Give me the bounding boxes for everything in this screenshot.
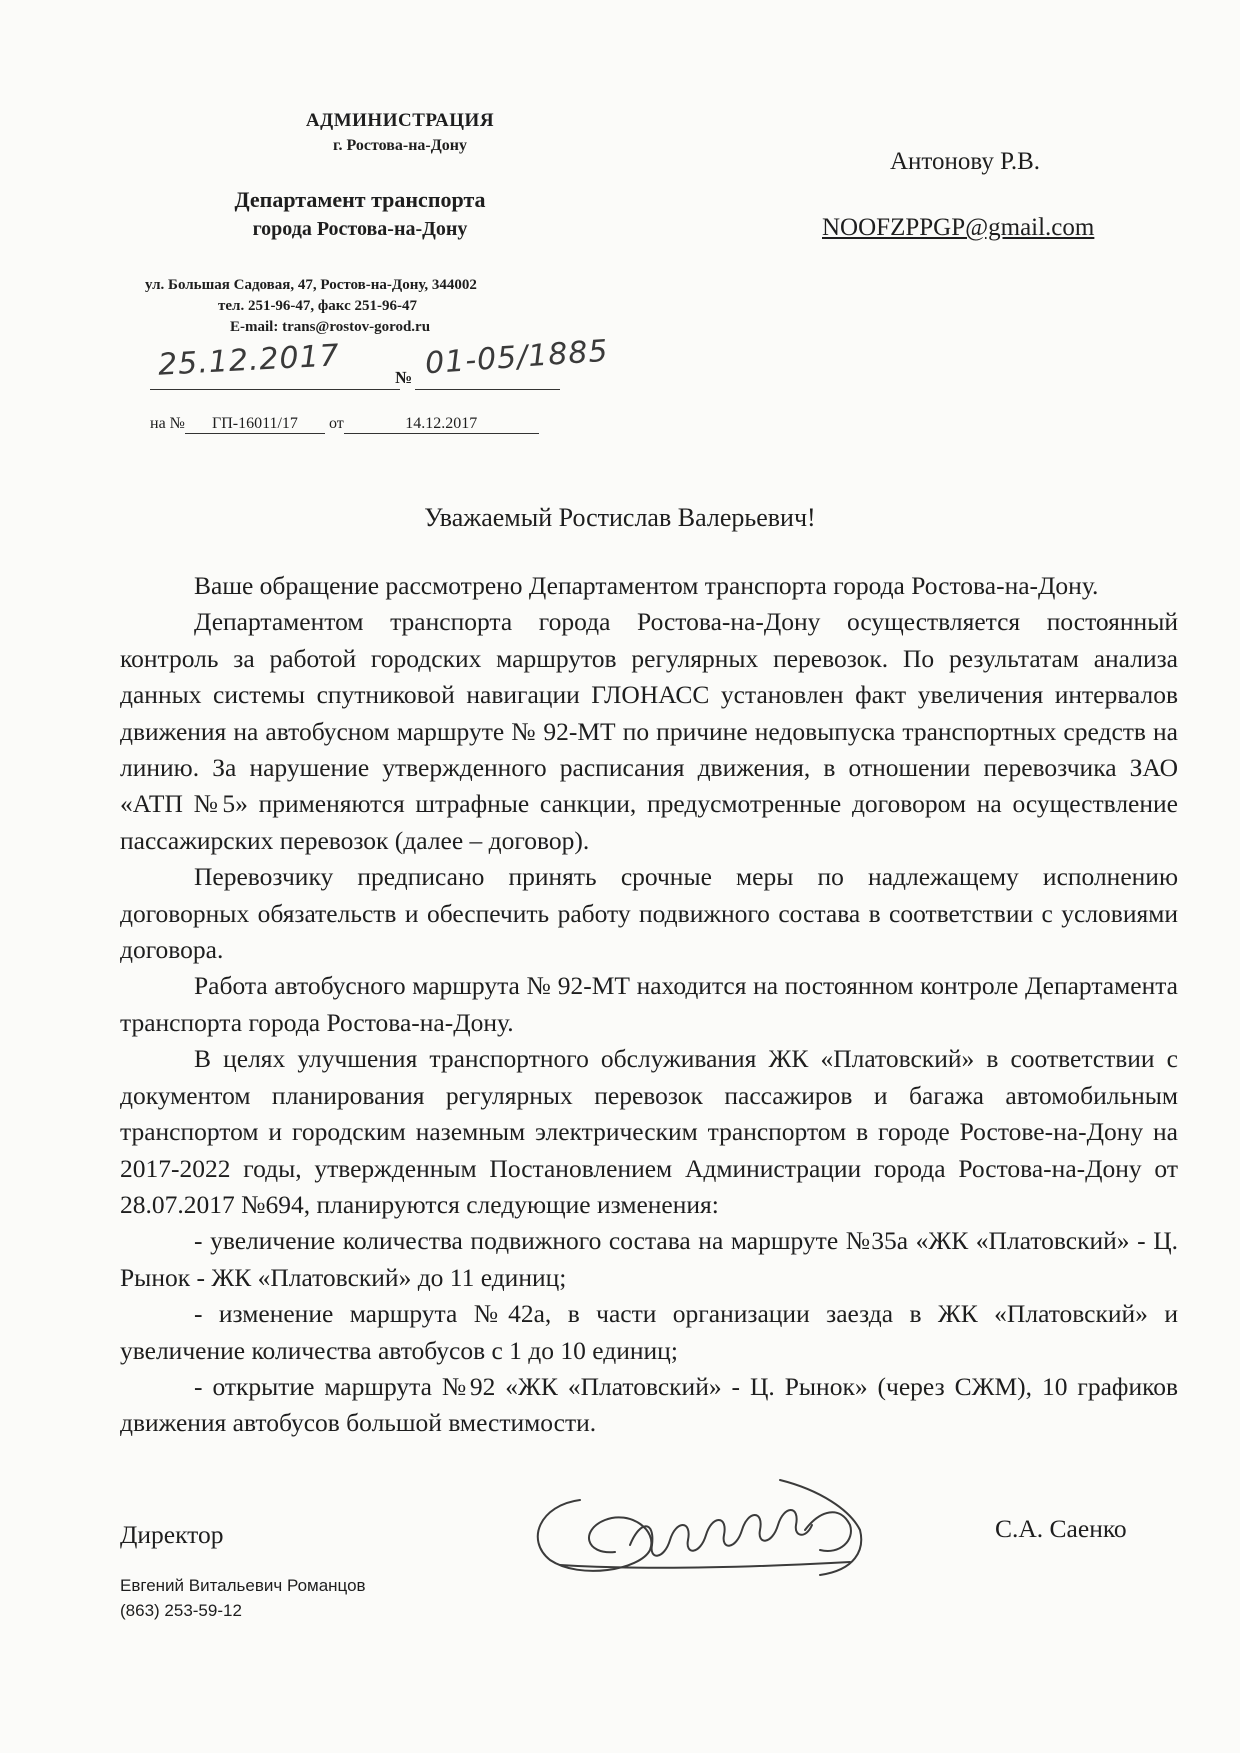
salutation: Уважаемый Ростислав Валерьевич! <box>424 503 816 532</box>
letterhead-admin: АДМИНИСТРАЦИЯ <box>305 110 495 131</box>
reference-date: 14.12.2017 <box>344 415 539 434</box>
registration-date-line <box>150 389 400 390</box>
executor-name: Евгений Витальевич Романцов <box>120 1576 366 1595</box>
letterhead-phone: тел. 251-96-47, факс 251-96-47 <box>218 298 417 314</box>
reference-prefix: на № <box>150 415 185 432</box>
letterhead-address: ул. Большая Садовая, 47, Ростов-на-Дону, 344002 <box>145 277 477 293</box>
registration-number-line <box>415 389 560 390</box>
letterhead-email: E-mail: trans@rostov-gorod.ru <box>230 319 431 335</box>
letterhead-department: Департамент транспорта <box>234 187 486 212</box>
addressee-email[interactable]: NOOFZPPGP@gmail.com <box>822 214 1095 241</box>
registration-number-sign: № <box>395 368 413 387</box>
body-paragraph-2: Департаментом транспорта города Ростова-на-Дону осуществляется постоянный контроль за работой городских маршрутов регулярных перевозок. По результатам анализа данных системы спутниковой навигации ГЛОНАСС установлен факт увеличения интервалов движения на автобусном маршруте № 92-МТ по причине недовыпуска транспортных средств на линию. За нарушение утвержденного расписания движения, в отношении перевозчика ЗАО «АТП №5» применяются штрафные санкции, предусмотренные договором на осуществление пассажирских перевозок (далее – договор). <box>120 607 1178 855</box>
body-list-item-2: - изменение маршрута №42а, в части организации заезда в ЖК «Платовский» и увеличение количества автобусов с 1 до 10 единиц; <box>120 1299 1178 1365</box>
body-paragraph-5: В целях улучшения транспортного обслуживания ЖК «Платовский» в соответствии с документом планирования регулярных перевозок пассажиров и багажа автомобильным транспортом и городским наземным электрическим транспортом в городе Ростове-на-Дону на 2017-2022 годы, утвержденным Постановлением Администрации города Ростова-на-Дону от 28.07.2017 №694, планируются следующие изменения: <box>120 1044 1178 1219</box>
signature-name: С.А. Саенко <box>995 1514 1127 1543</box>
letter-body <box>120 568 1178 1442</box>
reference-number: ГП-16011/17 <box>185 415 325 434</box>
body-list-item-3: - открытие маршрута №92 «ЖК «Платовский» - Ц. Рынок» (через СЖМ), 10 графиков движения автобусов большой вместимости. <box>120 1371 1178 1438</box>
registration-date-handwritten: 25.12.2017 <box>157 338 341 383</box>
body-paragraph-3: Перевозчику предписано принять срочные меры по надлежащему исполнению договорных обязательств и обеспечить работу подвижного состава в соответствии с условиями договора. <box>120 862 1178 965</box>
body-list-item-1: - увеличение количества подвижного состава на маршруте №35а «ЖК «Платовский» - Ц. Рынок - ЖК «Платовский» до 11 единиц; <box>120 1226 1178 1292</box>
body-paragraph-4: Работа автобусного маршрута № 92-МТ находится на постоянном контроле Департамента транспорта города Ростова-на-Дону. <box>120 971 1178 1037</box>
registration-number-handwritten: 01-05/1885 <box>424 333 610 382</box>
signature-role: Директор <box>120 1520 224 1549</box>
reference-line <box>150 415 539 434</box>
executor-phone: (863) 253-59-12 <box>120 1601 242 1620</box>
body-paragraph-1: Ваше обращение рассмотрено Департаментом транспорта города Ростова-на-Дону. <box>194 571 1099 600</box>
letterhead-city: г. Ростова-на-Дону <box>333 137 467 154</box>
letterhead-department-city: города Ростова-на-Дону <box>252 218 468 240</box>
reference-from-label: от <box>328 415 344 432</box>
handwritten-signature <box>520 1470 930 1585</box>
addressee-name: Антонову Р.В. <box>890 148 1041 175</box>
